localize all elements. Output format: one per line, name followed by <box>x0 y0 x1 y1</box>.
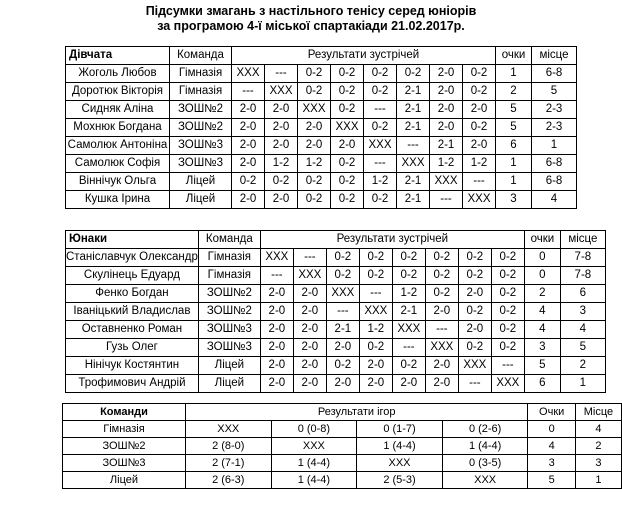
match-result: 0-2 <box>265 173 298 191</box>
team-result: 1 (4-4) <box>357 438 443 455</box>
team-result: ХХХ <box>442 472 528 489</box>
player-name: Доротюк Вікторія <box>66 83 170 101</box>
match-result: 2-0 <box>293 375 326 393</box>
match-result: 2-0 <box>232 119 265 137</box>
player-points: 5 <box>496 101 532 119</box>
player-name: Станіславчук Олександр <box>66 249 199 267</box>
boys-results-table <box>65 230 606 393</box>
player-team: ЗОШ№2 <box>198 285 260 303</box>
player-points: 3 <box>496 191 532 209</box>
table-row <box>66 285 606 303</box>
player-points: 1 <box>496 65 532 83</box>
match-result: ХХХ <box>430 173 463 191</box>
player-place: 7-8 <box>560 267 605 285</box>
player-points: 6 <box>524 375 560 393</box>
match-result: 2-0 <box>298 119 331 137</box>
match-result: 0-2 <box>331 155 364 173</box>
header-place: місце <box>560 231 605 249</box>
match-result: 2-0 <box>359 357 392 375</box>
match-result: --- <box>326 303 359 321</box>
match-result: 0-2 <box>298 83 331 101</box>
match-result: 0-2 <box>491 285 524 303</box>
player-points: 1 <box>496 155 532 173</box>
match-result: 2-1 <box>326 321 359 339</box>
player-place: 6-8 <box>532 173 577 191</box>
player-team: Ліцей <box>170 191 232 209</box>
table-row <box>66 267 606 285</box>
player-place: 1 <box>532 137 577 155</box>
match-result: 0-2 <box>491 249 524 267</box>
match-result: 0-2 <box>491 267 524 285</box>
header-team: Команда <box>198 231 260 249</box>
teams-results-table <box>62 403 622 489</box>
match-result: 2-0 <box>265 137 298 155</box>
match-result: 2-0 <box>463 101 496 119</box>
match-result: ХХХ <box>260 249 293 267</box>
player-name: Трофимович Андрій <box>66 375 199 393</box>
player-name: Мохнюк Богдана <box>66 119 170 137</box>
team-result: 2 (7-1) <box>185 455 271 472</box>
match-result: 1-2 <box>265 155 298 173</box>
match-result: 2-0 <box>458 321 491 339</box>
team-result: 2 (5-3) <box>357 472 443 489</box>
player-points: 4 <box>524 321 560 339</box>
player-place: 6 <box>560 285 605 303</box>
girls-results-table <box>65 46 577 209</box>
match-result: ХХХ <box>293 267 326 285</box>
match-result: 0-2 <box>425 267 458 285</box>
match-result: 0-2 <box>298 191 331 209</box>
team-place: 1 <box>575 472 621 489</box>
player-name: Гузь Олег <box>66 339 199 357</box>
match-result: 0-2 <box>392 267 425 285</box>
player-team: ЗОШ№2 <box>170 119 232 137</box>
player-name: Кушка Ірина <box>66 191 170 209</box>
match-result: --- <box>364 155 397 173</box>
match-result: --- <box>458 375 491 393</box>
match-result: --- <box>265 65 298 83</box>
header-results: Результати ігор <box>185 404 528 421</box>
header-row <box>66 47 577 65</box>
table-row <box>63 421 622 438</box>
player-place: 2 <box>560 357 605 375</box>
player-points: 4 <box>524 303 560 321</box>
match-result: --- <box>430 191 463 209</box>
match-result: 0-2 <box>491 321 524 339</box>
team-result: ХХХ <box>271 438 357 455</box>
player-team: Ліцей <box>198 357 260 375</box>
match-result: --- <box>364 101 397 119</box>
player-team: ЗОШ№2 <box>170 101 232 119</box>
match-result: 2-0 <box>260 339 293 357</box>
match-result: ХХХ <box>265 83 298 101</box>
match-result: 0-2 <box>331 83 364 101</box>
match-result: 2-1 <box>397 83 430 101</box>
match-result: ХХХ <box>425 339 458 357</box>
match-result: 2-1 <box>392 303 425 321</box>
match-result: --- <box>392 339 425 357</box>
match-result: 2-0 <box>293 357 326 375</box>
header-points: Очки <box>528 404 575 421</box>
table-row <box>66 137 577 155</box>
table-row <box>66 357 606 375</box>
match-result: ХХХ <box>359 303 392 321</box>
match-result: 1-2 <box>392 285 425 303</box>
table-row <box>66 155 577 173</box>
player-name: Нінічук Костянтин <box>66 357 199 375</box>
match-result: 0-2 <box>331 191 364 209</box>
header-row <box>63 404 622 421</box>
match-result: 2-0 <box>260 303 293 321</box>
player-points: 2 <box>496 83 532 101</box>
player-points: 0 <box>524 249 560 267</box>
header-team-name: Команди <box>63 404 186 421</box>
match-result: 2-0 <box>430 83 463 101</box>
page-title-line1: Підсумки змагань з настільного тенісу серед юніорів <box>145 4 477 18</box>
table-row <box>63 438 622 455</box>
team-result: 1 (4-4) <box>271 455 357 472</box>
player-points: 0 <box>524 267 560 285</box>
match-result: 0-2 <box>364 65 397 83</box>
match-result: 2-0 <box>232 101 265 119</box>
team-result: 0 (1-7) <box>357 421 443 438</box>
match-result: 2-1 <box>397 173 430 191</box>
match-result: 0-2 <box>463 83 496 101</box>
team-result: 0 (3-5) <box>442 455 528 472</box>
match-result: 0-2 <box>232 173 265 191</box>
match-result: 2-0 <box>260 375 293 393</box>
match-result: 0-2 <box>364 119 397 137</box>
player-team: Ліцей <box>198 375 260 393</box>
player-place: 4 <box>560 321 605 339</box>
player-team: ЗОШ№3 <box>170 155 232 173</box>
match-result: 1-2 <box>463 155 496 173</box>
team-points: 4 <box>528 438 575 455</box>
match-result: 2-0 <box>359 375 392 393</box>
match-result: --- <box>260 267 293 285</box>
table-row <box>66 119 577 137</box>
team-name: ЗОШ№2 <box>63 438 186 455</box>
player-name: Оставненко Роман <box>66 321 199 339</box>
match-result: 0-2 <box>392 357 425 375</box>
match-result: 2-0 <box>293 303 326 321</box>
player-team: Гімназія <box>198 249 260 267</box>
player-team: ЗОШ№3 <box>198 321 260 339</box>
table-row <box>66 173 577 191</box>
team-name: ЗОШ№3 <box>63 455 186 472</box>
match-result: 2-0 <box>298 137 331 155</box>
match-result: 2-0 <box>232 155 265 173</box>
table-row <box>66 249 606 267</box>
match-result: 0-2 <box>331 101 364 119</box>
player-name: Віннічук Ольга <box>66 173 170 191</box>
team-result: ХХХ <box>185 421 271 438</box>
match-result: ХХХ <box>326 285 359 303</box>
team-place: 3 <box>575 455 621 472</box>
match-result: 2-0 <box>425 357 458 375</box>
match-result: 2-0 <box>260 357 293 375</box>
player-name: Жоголь Любов <box>66 65 170 83</box>
match-result: 2-0 <box>260 321 293 339</box>
team-points: 3 <box>528 455 575 472</box>
team-name: Ліцей <box>63 472 186 489</box>
match-result: --- <box>463 173 496 191</box>
match-result: ХХХ <box>392 321 425 339</box>
team-result: 1 (4-4) <box>271 472 357 489</box>
match-result: --- <box>491 357 524 375</box>
match-result: 2-0 <box>293 285 326 303</box>
player-team: Ліцей <box>170 173 232 191</box>
player-place: 2-3 <box>532 101 577 119</box>
player-name: Самолюк Софія <box>66 155 170 173</box>
match-result: ХХХ <box>491 375 524 393</box>
header-place: Місце <box>575 404 621 421</box>
player-points: 1 <box>496 173 532 191</box>
page-title-line2: за програмою 4-ї міської спартакіади 21.02.2017р. <box>157 19 465 33</box>
table-row <box>66 303 606 321</box>
player-team: Гімназія <box>198 267 260 285</box>
player-team: ЗОШ№3 <box>198 339 260 357</box>
match-result: 2-0 <box>265 119 298 137</box>
match-result: 0-2 <box>359 339 392 357</box>
match-result: 2-0 <box>425 375 458 393</box>
table-row <box>63 455 622 472</box>
match-result: 1-2 <box>364 173 397 191</box>
table-row <box>66 101 577 119</box>
player-points: 6 <box>496 137 532 155</box>
player-name: Іваніцький Владислав <box>66 303 199 321</box>
team-result: 2 (8-0) <box>185 438 271 455</box>
header-row <box>66 231 606 249</box>
match-result: 0-2 <box>364 191 397 209</box>
match-result: 2-0 <box>463 137 496 155</box>
team-place: 2 <box>575 438 621 455</box>
team-result: 1 (4-4) <box>442 438 528 455</box>
match-result: 0-2 <box>392 249 425 267</box>
match-result: 0-2 <box>491 339 524 357</box>
match-result: 2-0 <box>326 339 359 357</box>
header-name: Дівчата <box>66 47 170 65</box>
match-result: 1-2 <box>298 155 331 173</box>
player-points: 5 <box>496 119 532 137</box>
match-result: 0-2 <box>326 357 359 375</box>
player-place: 2-3 <box>532 119 577 137</box>
match-result: 0-2 <box>458 339 491 357</box>
match-result: 0-2 <box>425 249 458 267</box>
match-result: 0-2 <box>425 285 458 303</box>
match-result: ХХХ <box>364 137 397 155</box>
match-result: 0-2 <box>326 267 359 285</box>
header-place: місце <box>532 47 577 65</box>
player-team: Гімназія <box>170 65 232 83</box>
team-result: 0 (0-8) <box>271 421 357 438</box>
match-result: 2-0 <box>430 101 463 119</box>
header-results: Результати зустрічей <box>260 231 524 249</box>
match-result: 2-0 <box>260 285 293 303</box>
match-result: 2-0 <box>326 375 359 393</box>
team-result: 0 (2-6) <box>442 421 528 438</box>
team-place: 4 <box>575 421 621 438</box>
team-points: 0 <box>528 421 575 438</box>
match-result: 0-2 <box>463 65 496 83</box>
match-result: 2-0 <box>293 321 326 339</box>
match-result: 2-0 <box>458 285 491 303</box>
match-result: 0-2 <box>359 267 392 285</box>
match-result: --- <box>359 285 392 303</box>
header-results: Результати зустрічей <box>232 47 496 65</box>
match-result: --- <box>397 137 430 155</box>
team-result: ХХХ <box>357 455 443 472</box>
match-result: 0-2 <box>491 303 524 321</box>
header-points: очки <box>496 47 532 65</box>
player-team: ЗОШ№3 <box>170 137 232 155</box>
match-result: 0-2 <box>331 65 364 83</box>
match-result: 2-0 <box>430 65 463 83</box>
match-result: 0-2 <box>326 249 359 267</box>
match-result: 0-2 <box>458 303 491 321</box>
match-result: 0-2 <box>458 249 491 267</box>
team-points: 5 <box>528 472 575 489</box>
team-name: Гімназія <box>63 421 186 438</box>
match-result: 2-0 <box>430 119 463 137</box>
match-result: 2-1 <box>397 119 430 137</box>
player-name: Сидняк Аліна <box>66 101 170 119</box>
match-result: 2-0 <box>265 191 298 209</box>
match-result: 2-0 <box>392 375 425 393</box>
match-result: 2-1 <box>397 101 430 119</box>
header-team: Команда <box>170 47 232 65</box>
header-name: Юнаки <box>66 231 199 249</box>
match-result: 2-1 <box>397 191 430 209</box>
match-result: --- <box>293 249 326 267</box>
player-place: 1 <box>560 375 605 393</box>
match-result: ХХХ <box>458 357 491 375</box>
table-row <box>66 339 606 357</box>
match-result: 0-2 <box>298 173 331 191</box>
player-name: Самолюк Антоніна <box>66 137 170 155</box>
table-row <box>66 65 577 83</box>
player-place: 7-8 <box>560 249 605 267</box>
table-row <box>66 321 606 339</box>
player-team: Гімназія <box>170 83 232 101</box>
player-points: 2 <box>524 285 560 303</box>
table-row <box>63 472 622 489</box>
match-result: 0-2 <box>463 119 496 137</box>
player-name: Фенко Богдан <box>66 285 199 303</box>
match-result: ХХХ <box>298 101 331 119</box>
match-result: 0-2 <box>298 65 331 83</box>
match-result: 0-2 <box>397 65 430 83</box>
match-result: 0-2 <box>364 83 397 101</box>
match-result: --- <box>232 83 265 101</box>
match-result: 2-0 <box>293 339 326 357</box>
player-place: 6-8 <box>532 65 577 83</box>
match-result: --- <box>425 321 458 339</box>
match-result: 2-0 <box>232 137 265 155</box>
match-result: 0-2 <box>359 249 392 267</box>
header-points: очки <box>524 231 560 249</box>
match-result: 2-0 <box>265 101 298 119</box>
match-result: 2-1 <box>430 137 463 155</box>
match-result: 1-2 <box>430 155 463 173</box>
match-result: 0-2 <box>331 173 364 191</box>
player-place: 3 <box>560 303 605 321</box>
team-result: 2 (6-3) <box>185 472 271 489</box>
match-result: ХХХ <box>463 191 496 209</box>
player-place: 6-8 <box>532 155 577 173</box>
player-place: 5 <box>532 83 577 101</box>
player-points: 5 <box>524 357 560 375</box>
match-result: ХХХ <box>232 65 265 83</box>
table-row <box>66 83 577 101</box>
player-place: 5 <box>560 339 605 357</box>
match-result: 1-2 <box>359 321 392 339</box>
table-row <box>66 191 577 209</box>
match-result: 2-0 <box>425 303 458 321</box>
match-result: 2-0 <box>331 137 364 155</box>
player-points: 3 <box>524 339 560 357</box>
table-row <box>66 375 606 393</box>
match-result: 0-2 <box>458 267 491 285</box>
match-result: ХХХ <box>331 119 364 137</box>
player-team: ЗОШ№2 <box>198 303 260 321</box>
match-result: 2-0 <box>232 191 265 209</box>
player-name: Скулінець Едуард <box>66 267 199 285</box>
match-result: ХХХ <box>397 155 430 173</box>
player-place: 4 <box>532 191 577 209</box>
